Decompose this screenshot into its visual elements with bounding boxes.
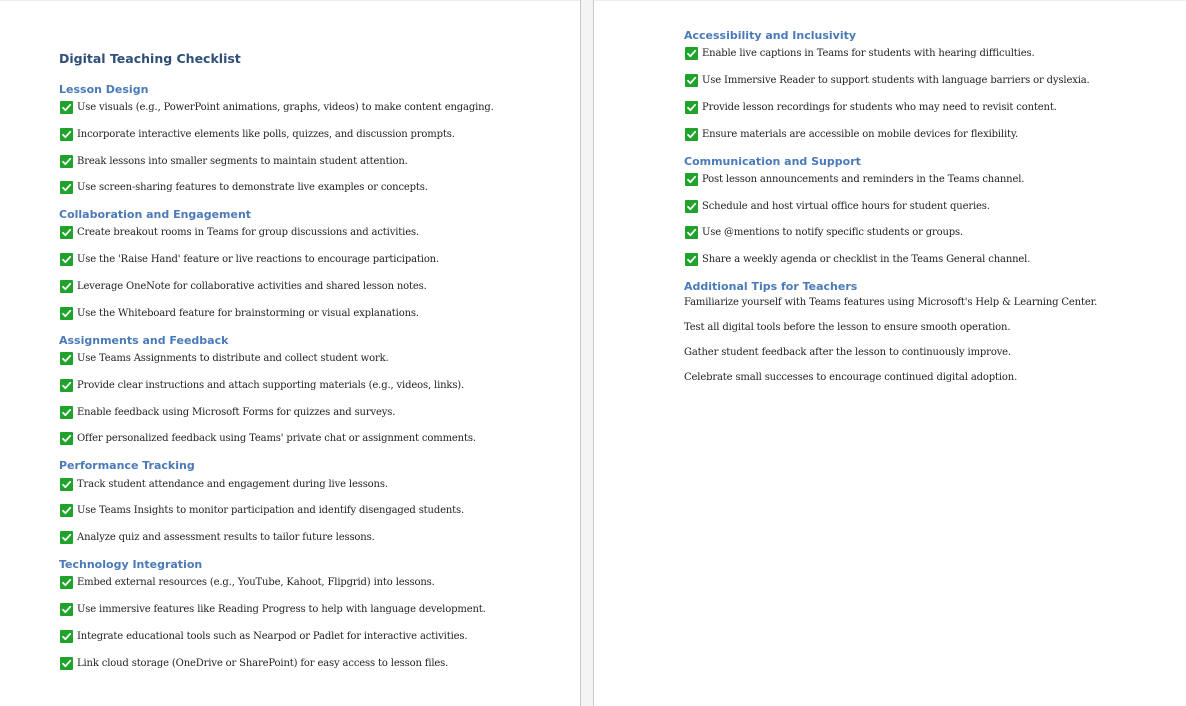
checkmark-icon — [60, 603, 73, 616]
checklist-item-text: Use Teams Insights to monitor participation and identify disengaged students. — [77, 504, 465, 516]
checklist-item-text: Provide clear instructions and attach supporting materials (e.g., videos, links). — [77, 379, 465, 391]
checklist-item-text: Provide lesson recordings for students who may need to revisit content. — [702, 101, 1057, 113]
section-heading-performance: Performance Tracking — [59, 459, 195, 472]
checkmark-icon — [60, 432, 73, 445]
checklist-item[interactable] — [60, 378, 464, 392]
checklist-item-text: Incorporate interactive elements like polls, quizzes, and discussion prompts. — [77, 128, 455, 140]
checklist-item-text: Embed external resources (e.g., YouTube, Kahoot, Flipgrid) into lessons. — [77, 576, 435, 588]
tip-text[interactable]: Gather student feedback after the lesson to continuously improve. — [684, 347, 1011, 358]
checklist-item[interactable] — [60, 154, 408, 168]
checklist-item[interactable] — [60, 100, 494, 114]
checkmark-icon — [60, 478, 73, 491]
checkmark-icon — [60, 379, 73, 392]
checklist-item[interactable] — [60, 530, 375, 544]
checklist-item[interactable] — [60, 477, 388, 491]
checkmark-icon — [60, 280, 73, 293]
section-heading-collaboration: Collaboration and Engagement — [59, 208, 252, 221]
section-heading-assignments: Assignments and Feedback — [59, 334, 229, 347]
checkmark-icon — [60, 576, 73, 589]
checklist-item[interactable] — [60, 629, 467, 643]
checkmark-icon — [685, 128, 698, 141]
checkmark-icon — [685, 74, 698, 87]
checklist-item-text: Use screen-sharing features to demonstrate live examples or concepts. — [77, 181, 428, 193]
checklist-item-text: Track student attendance and engagement during live lessons. — [77, 478, 388, 490]
checkmark-icon — [60, 101, 73, 114]
checkmark-icon — [60, 531, 73, 544]
checklist-item[interactable] — [60, 252, 439, 266]
checklist-item-text: Integrate educational tools such as Nearpod or Padlet for interactive activities. — [77, 630, 468, 642]
checklist-item[interactable] — [60, 405, 395, 419]
checklist-item-text: Break lessons into smaller segments to maintain student attention. — [77, 155, 408, 167]
checklist-item-text: Create breakout rooms in Teams for group discussions and activities. — [77, 226, 419, 238]
checklist-item[interactable] — [685, 46, 1035, 60]
checkmark-icon — [60, 504, 73, 517]
checkmark-icon — [685, 47, 698, 60]
section-heading-communication: Communication and Support — [684, 155, 861, 168]
checklist-item[interactable] — [685, 100, 1057, 114]
checkmark-icon — [60, 657, 73, 670]
checklist-item-text: Offer personalized feedback using Teams' private chat or assignment comments. — [77, 432, 476, 444]
checkmark-icon — [60, 406, 73, 419]
checklist-item[interactable] — [60, 351, 389, 365]
checklist-item-text: Ensure materials are accessible on mobile devices for flexibility. — [702, 128, 1019, 140]
checklist-item[interactable] — [685, 252, 1030, 266]
section-heading-accessibility: Accessibility and Inclusivity — [684, 29, 857, 42]
checklist-item[interactable] — [60, 575, 435, 589]
checkmark-icon — [60, 352, 73, 365]
checklist-item-text: Use Immersive Reader to support students with language barriers or dyslexia. — [702, 74, 1090, 86]
checklist-item[interactable] — [60, 279, 427, 293]
checkmark-icon — [60, 128, 73, 141]
checkmark-icon — [60, 155, 73, 168]
checklist-item-text: Enable live captions in Teams for students with hearing difficulties. — [702, 47, 1035, 59]
checkmark-icon — [685, 173, 698, 186]
checklist-item-text: Use immersive features like Reading Progress to help with language development. — [77, 603, 486, 615]
checklist-item-text: Use @mentions to notify specific students or groups. — [702, 226, 964, 238]
checklist-item[interactable] — [60, 127, 455, 141]
tip-text[interactable]: Test all digital tools before the lesson to ensure smooth operation. — [684, 322, 1011, 333]
checklist-item-text: Use visuals (e.g., PowerPoint animations, graphs, videos) to make content engaging. — [77, 101, 494, 113]
doc-title: Digital Teaching Checklist — [59, 51, 241, 66]
checklist-item-text: Link cloud storage (OneDrive or SharePoint) for easy access to lesson files. — [77, 657, 449, 669]
checklist-item-text: Use the 'Raise Hand' feature or live reactions to encourage participation. — [77, 253, 440, 265]
checklist-item[interactable] — [685, 73, 1090, 87]
checklist-item[interactable] — [60, 656, 448, 670]
section-heading-tips: Additional Tips for Teachers — [684, 280, 858, 293]
checklist-item[interactable] — [60, 602, 486, 616]
tip-text[interactable]: Celebrate small successes to encourage continued digital adoption. — [684, 372, 1018, 383]
section-heading-technology: Technology Integration — [59, 558, 203, 571]
checklist-item[interactable] — [685, 199, 990, 213]
checklist-item-text: Leverage OneNote for collaborative activities and shared lesson notes. — [77, 280, 427, 292]
checklist-item[interactable] — [60, 306, 419, 320]
checklist-item[interactable] — [60, 431, 476, 445]
checkmark-icon — [685, 226, 698, 239]
checklist-item[interactable] — [685, 225, 963, 239]
checkmark-icon — [60, 307, 73, 320]
checklist-item-text: Use the Whiteboard feature for brainstorming or visual explanations. — [77, 307, 419, 319]
checklist-item[interactable] — [60, 503, 464, 517]
tip-text[interactable]: Familiarize yourself with Teams features using Microsoft's Help & Learning Center. — [684, 297, 1098, 308]
checklist-item-text: Analyze quiz and assessment results to tailor future lessons. — [77, 531, 375, 543]
checkmark-icon — [685, 101, 698, 114]
checklist-item[interactable] — [60, 180, 428, 194]
checkmark-icon — [60, 253, 73, 266]
checkmark-icon — [60, 181, 73, 194]
checklist-item[interactable] — [685, 127, 1018, 141]
checklist-item-text: Enable feedback using Microsoft Forms for quizzes and surveys. — [77, 406, 396, 418]
checklist-item-text: Post lesson announcements and reminders in the Teams channel. — [702, 173, 1025, 185]
checkmark-icon — [60, 630, 73, 643]
checkmark-icon — [685, 200, 698, 213]
page-separator — [580, 0, 594, 706]
checklist-item[interactable] — [685, 172, 1024, 186]
checklist-item-text: Share a weekly agenda or checklist in the Teams General channel. — [702, 253, 1031, 265]
checkmark-icon — [60, 226, 73, 239]
checklist-item-text: Schedule and host virtual office hours for student queries. — [702, 200, 990, 212]
checkmark-icon — [685, 253, 698, 266]
section-heading-lesson-design: Lesson Design — [59, 83, 149, 96]
checklist-item-text: Use Teams Assignments to distribute and collect student work. — [77, 352, 389, 364]
checklist-item[interactable] — [60, 225, 419, 239]
